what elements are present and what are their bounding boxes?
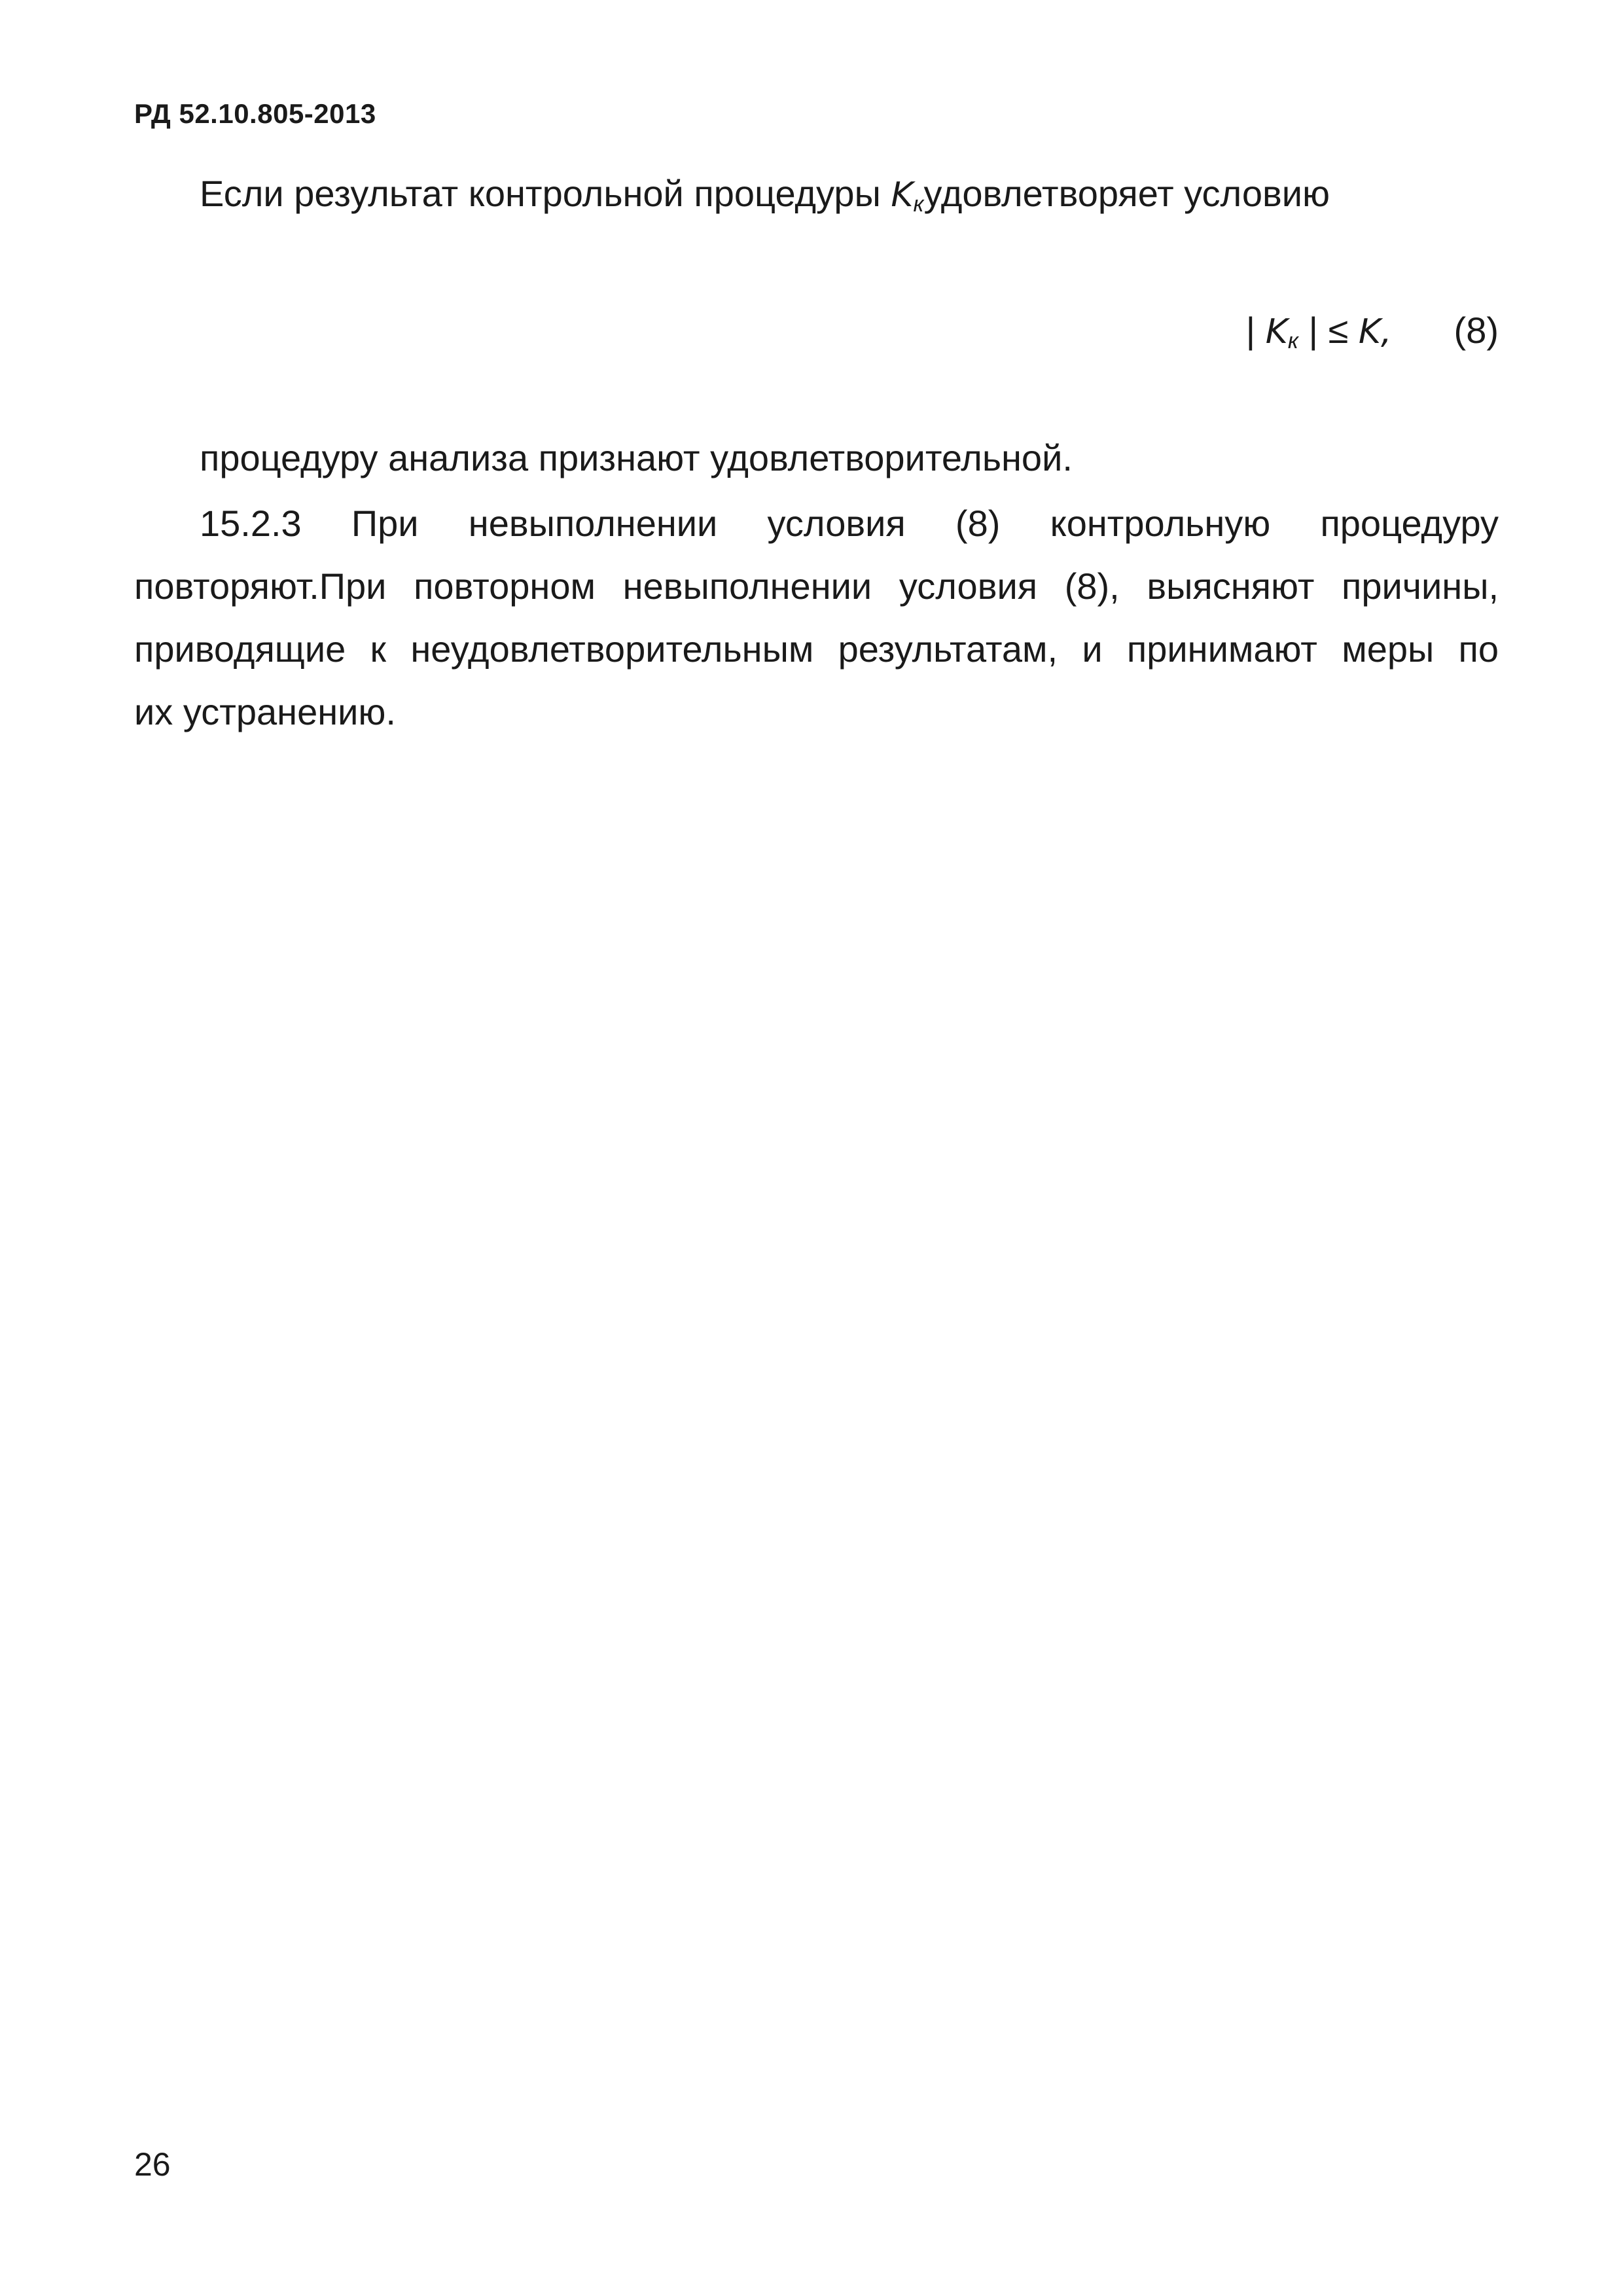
formula-rhs: K,: [1358, 312, 1392, 351]
formula-subscript: к: [1287, 329, 1298, 353]
conclusion-sentence: процедуру анализа признают удовлетворительной.: [200, 437, 1073, 478]
intro-variable: K: [891, 175, 914, 215]
intro-variable-subscript: к: [913, 192, 924, 217]
formula-8: [1246, 309, 1499, 354]
formula-variable: K: [1265, 312, 1288, 351]
formula-number: (8): [1454, 310, 1499, 351]
document-code: РД 52.10.805-2013: [134, 98, 376, 129]
formula-open-bar: |: [1245, 310, 1266, 351]
intro-sentence: [200, 175, 1330, 215]
formula-relation: | ≤: [1298, 310, 1359, 351]
intro-text-after: удовлетворяет условию: [923, 173, 1330, 214]
section-line-1: 15.2.3 При невыполнении условия (8) контрольную процедуру: [200, 503, 1499, 544]
section-line-3: приводящие к неудовлетворительным результатам, и принимают меры по: [134, 628, 1499, 670]
intro-text-before: Если результат контрольной процедуры: [200, 173, 891, 214]
section-line-2: повторяют.При повторном невыполнении условия (8), выясняют причины,: [134, 565, 1499, 607]
page-number: 26: [134, 2146, 171, 2183]
section-line-4: их устранению.: [134, 691, 396, 732]
